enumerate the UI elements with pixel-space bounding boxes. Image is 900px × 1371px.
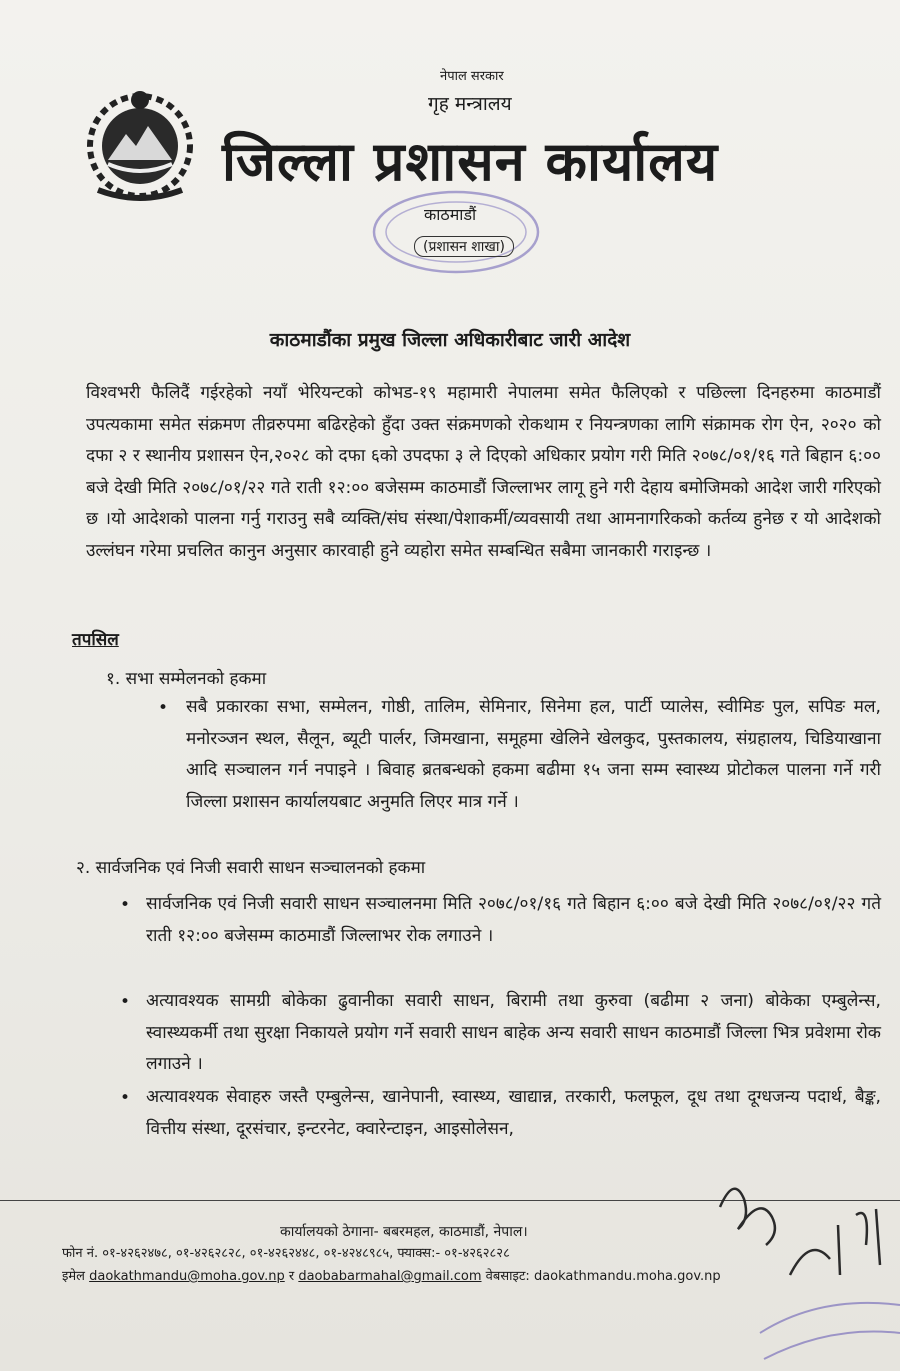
- email-label: इमेल: [62, 1269, 85, 1284]
- contact-line: [62, 1266, 721, 1284]
- email-separator: र: [288, 1269, 295, 1284]
- website-label: वेबसाइट:: [485, 1269, 530, 1284]
- government-label: नेपाल सरकार: [440, 69, 504, 84]
- office-stamp-icon: [368, 188, 543, 276]
- section2-bullet: सार्वजनिक एवं निजी सवारी साधन सञ्चालनमा मिति २०७८/०१/१६ गते बिहान ६:०० बजे देखी मिति २०७८/०१/२२ गते राती १२:०० बजेसम्म काठमाडौं जिल्लाभर रोक लगाउने ।: [146, 894, 881, 946]
- email-link-2[interactable]: daobabarmahal@gmail.com: [298, 1269, 482, 1284]
- district-label: काठमाडौं: [424, 205, 477, 224]
- nepal-government-emblem-icon: [78, 82, 203, 207]
- bullet-dot-icon: •: [120, 1088, 131, 1108]
- order-heading: काठमाडौंका प्रमुख जिल्ला अधिकारीबाट जारी आदेश: [269, 329, 631, 351]
- bullet-dot-icon: •: [158, 698, 169, 718]
- section2-title: २. सार्वजनिक एवं निजी सवारी साधन सञ्चालनको हकमा: [76, 858, 426, 878]
- office-title: जिल्ला प्रशासन कार्यालय: [222, 130, 719, 193]
- office-address: कार्यालयको ठेगाना- बबरमहल, काठमाडौं, नेपाल।: [280, 1224, 528, 1240]
- bullet-dot-icon: •: [120, 895, 131, 915]
- bullet-dot-icon: •: [120, 992, 131, 1012]
- phone-numbers: फोन नं. ०१-४२६२४७८, ०१-४२६२८२८, ०१-४२६२४४८, ०१-४२४८९८५, फ्याक्स:- ०१-४२६२८२८: [62, 1246, 510, 1261]
- section1-title: १. सभा सम्मेलनको हकमा: [106, 669, 267, 689]
- website-link[interactable]: daokathmandu.moha.gov.np: [533, 1269, 721, 1284]
- section1-bullet: सबै प्रकारका सभा, सम्मेलन, गोष्ठी, तालिम, सेमिनार, सिनेमा हल, पार्टी प्यालेस, स्वीमिङ पुल, सपिङ मल, मनोरञ्जन स्थल, सैलून, ब्यूटी पार्लर, जिमखाना, समूहमा खेलिने खेलकुद, पुस्तकालय, संग्रहालय, चिडियाखाना आदि सञ्चालन गर्न नपाइने । बिवाह ब्रतबन्धको हकमा बढीमा १५ जना सम्म स्वास्थ्य प्रोटोकल पालना गर्ने गरी जिल्ला प्रशासन कार्यालयबाट अनुमति लिएर मात्र गर्ने ।: [186, 697, 881, 812]
- tapasil-label: तपसिल: [72, 630, 119, 650]
- intro-paragraph: विश्वभरी फैलिदैं गईरहेको नयाँ भेरियन्टको कोभड-१९ महामारी नेपालमा समेत फैलिएको र पछिल्ला दिनहरुमा काठमाडौं उपत्यकामा समेत संक्रमण तीव्ररुपमा बढिरहेको हुँदा उक्त संक्रमणको रोकथाम र नियन्त्रणका लागि संक्रामक रोग ऐन, २०२० को दफा २ र स्थानीय प्रशासन ऐन,२०२८ को दफा ६को उपदफा ३ ले दिएको अधिकार प्रयोग गरी मिति २०७८/०१/१६ गते बिहान ६:०० बजे देखी मिति २०७८/०१/२२ गते राती १२:०० बजेसम्म काठमाडौं जिल्लाभर लागू हुने गरी देहाय बमोजिमको आदेश जारी गरिएको छ ।यो आदेशको पालना गर्नु गराउनु सबै व्यक्ति/संघ संस्था/पेशाकर्मी/व्यवसायी तथा आमनागरिकको कर्तव्य हुनेछ र यो आदेशको उल्लंघन गरेमा प्रचलित कानुन अनुसार कारवाही हुने व्यहोरा समेत सम्बन्धित सबैमा जानकारी गराइन्छ ।: [86, 383, 881, 561]
- ministry-label: गृह मन्त्रालय: [428, 93, 512, 115]
- section2-bullet: अत्यावश्यक सामग्री बोकेका ढुवानीका सवारी साधन, बिरामी तथा कुरुवा (बढीमा २ जना) बोकेका एम्बुलेन्स, स्वास्थ्यकर्मी तथा सुरक्षा निकायले प्रयोग गर्ने सवारी साधन बाहेक अन्य सवारी साधन काठमाडौं जिल्ला भित्र प्रवेशमा रोक लगाउने ।: [146, 991, 881, 1075]
- signature-stamp-icon: [700, 1155, 900, 1371]
- email-link-1[interactable]: daokathmandu@moha.gov.np: [89, 1269, 285, 1284]
- section2-bullet: अत्यावश्यक सेवाहरु जस्तै एम्बुलेन्स, खानेपानी, स्वास्थ्य, खाद्यान्न, तरकारी, फलफूल, दूध तथा दूग्धजन्य पदार्थ, बैङ्क, वित्तीय संस्था, दूरसंचार, इन्टरनेट, क्वारेन्टाइन, आइसोलेसन,: [146, 1087, 881, 1139]
- branch-label: (प्रशासन शाखा): [414, 236, 514, 257]
